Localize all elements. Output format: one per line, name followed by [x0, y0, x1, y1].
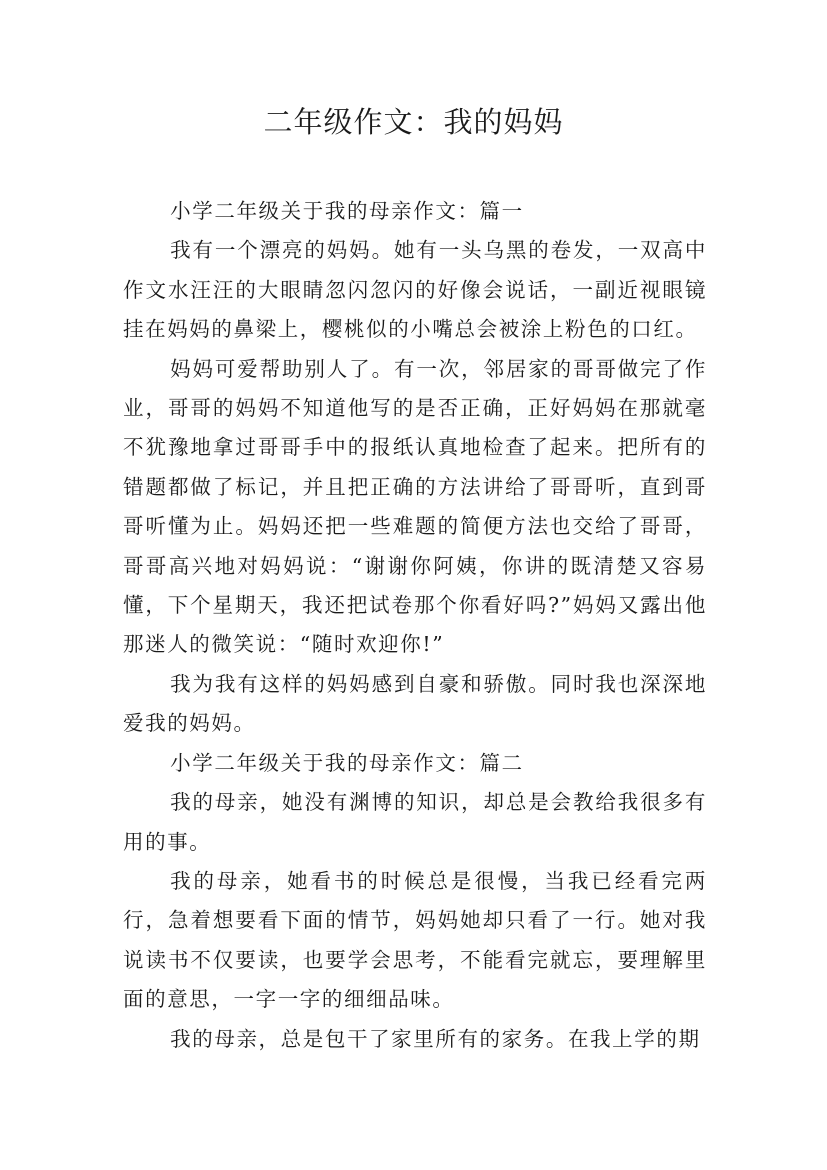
section-heading-1: 小学二年级关于我的母亲作文：篇一: [170, 199, 524, 223]
page-title: 二年级作文：我的妈妈: [263, 105, 564, 139]
paragraph: 妈妈可爱帮助别人了。有一次，邻居家的哥哥做完了作业，哥哥的妈妈不知道他写的是否正确，正好妈妈在那就毫不犹豫地拿过哥哥手中的报纸认真地检查了起来。把所有的错题都做了标记，并且把正确的方法讲给了哥哥听，直到哥哥听懂为止。妈妈还把一些难题的简便方法也交给了哥哥，哥哥高兴地对妈妈说：“谢谢你阿姨，你讲的既清楚又容易懂，下个星期天，我还把试卷那个你看好吗?”妈妈又露出他那迷人的微笑说：“随时欢迎你!”: [123, 356, 707, 657]
paragraph: 我的母亲，她看书的时候总是很慢，当我已经看完两行，急着想要看下面的情节，妈妈她却只看了一行。她对我说读书不仅要读，也要学会思考，不能看完就忘，要理解里面的意思，一字一字的细细品味。: [123, 868, 707, 1012]
paragraph: 我的母亲，她没有渊博的知识，却总是会教给我很多有用的事。: [123, 790, 707, 854]
article-body: [123, 192, 707, 1059]
paragraph: 我的母亲，总是包干了家里所有的家务。在我上学的期: [170, 1026, 701, 1051]
section-heading-2: 小学二年级关于我的母亲作文：篇二: [170, 750, 524, 775]
paragraph: 我为我有这样的妈妈感到自豪和骄傲。同时我也深深地爱我的妈妈。: [123, 671, 707, 736]
paragraph: 我有一个漂亮的妈妈。她有一头乌黑的卷发，一双高中作文水汪汪的大眼睛忽闪忽闪的好像会说话，一副近视眼镜挂在妈妈的鼻梁上，樱桃似的小嘴总会被涂上粉色的口红。: [123, 238, 707, 342]
